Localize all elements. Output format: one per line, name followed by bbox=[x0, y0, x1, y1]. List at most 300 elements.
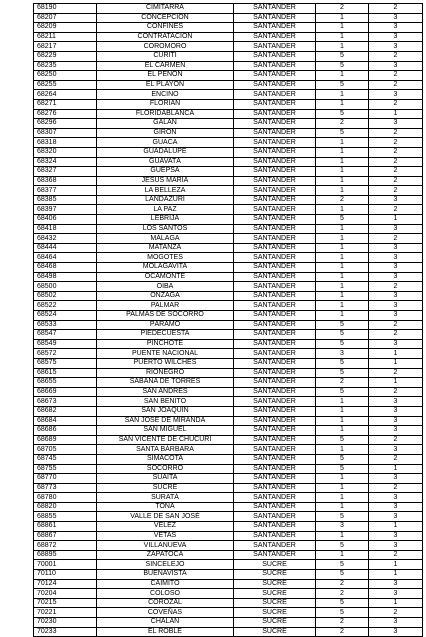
municipality-code-cell: 68498 bbox=[34, 272, 97, 282]
value-a-cell: 1 bbox=[316, 550, 369, 560]
department-cell: SANTANDER bbox=[234, 205, 316, 215]
value-b-cell: 2 bbox=[369, 186, 423, 196]
municipality-name-cell: OCAMONTE bbox=[97, 272, 234, 282]
municipality-name-cell: MATANZA bbox=[97, 243, 234, 253]
value-b-cell: 3 bbox=[369, 119, 423, 129]
municipality-code-cell: 68307 bbox=[34, 128, 97, 138]
value-b-cell: 1 bbox=[369, 598, 423, 608]
table-row bbox=[34, 32, 423, 42]
value-a-cell: 1 bbox=[316, 42, 369, 52]
value-a-cell: 1 bbox=[316, 90, 369, 100]
municipality-code-cell: 68296 bbox=[34, 119, 97, 129]
value-b-cell: 1 bbox=[369, 560, 423, 570]
table-row bbox=[34, 531, 423, 541]
municipality-name-cell: CONTRATACIÓN bbox=[97, 32, 234, 42]
municipality-name-cell: CAIMITO bbox=[97, 579, 234, 589]
value-b-cell: 3 bbox=[369, 13, 423, 23]
municipality-name-cell: SINCELEJO bbox=[97, 560, 234, 570]
value-b-cell: 3 bbox=[369, 272, 423, 282]
department-cell: SANTANDER bbox=[234, 32, 316, 42]
municipality-code-cell: 68684 bbox=[34, 416, 97, 426]
municipality-code-cell: 68682 bbox=[34, 406, 97, 416]
municipality-code-cell: 68377 bbox=[34, 186, 97, 196]
value-a-cell: 1 bbox=[316, 397, 369, 407]
municipality-code-cell: 68209 bbox=[34, 23, 97, 33]
municipality-code-cell: 68895 bbox=[34, 550, 97, 560]
municipality-name-cell: SAN VICENTE DE CHUCURÍ bbox=[97, 435, 234, 445]
value-b-cell: 2 bbox=[369, 387, 423, 397]
municipality-code-cell: 68250 bbox=[34, 71, 97, 81]
value-a-cell: 1 bbox=[316, 253, 369, 263]
value-b-cell: 3 bbox=[369, 627, 423, 637]
municipality-code-cell: 68872 bbox=[34, 541, 97, 551]
municipality-name-cell: SAN MIGUEL bbox=[97, 426, 234, 436]
municipality-name-cell: CONFINES bbox=[97, 23, 234, 33]
value-b-cell: 2 bbox=[369, 147, 423, 157]
table-row bbox=[34, 301, 423, 311]
table-row bbox=[34, 445, 423, 455]
table-row bbox=[34, 243, 423, 253]
municipality-name-cell: MÁLAGA bbox=[97, 234, 234, 244]
department-cell: SANTANDER bbox=[234, 4, 316, 14]
department-cell: SANTANDER bbox=[234, 320, 316, 330]
value-b-cell: 1 bbox=[369, 464, 423, 474]
value-a-cell: 1 bbox=[316, 147, 369, 157]
table-row bbox=[34, 426, 423, 436]
value-b-cell: 3 bbox=[369, 397, 423, 407]
municipality-code-cell: 68271 bbox=[34, 99, 97, 109]
department-cell: SUCRE bbox=[234, 570, 316, 580]
table-row bbox=[34, 627, 423, 637]
value-b-cell: 3 bbox=[369, 339, 423, 349]
department-cell: SANTANDER bbox=[234, 186, 316, 196]
municipality-code-cell: 70124 bbox=[34, 579, 97, 589]
municipality-code-cell: 68276 bbox=[34, 109, 97, 119]
table-row bbox=[34, 23, 423, 33]
municipality-code-cell: 68705 bbox=[34, 445, 97, 455]
value-a-cell: 1 bbox=[316, 416, 369, 426]
municipality-code-cell: 68533 bbox=[34, 320, 97, 330]
municipality-code-cell: 68820 bbox=[34, 502, 97, 512]
table-row bbox=[34, 368, 423, 378]
value-b-cell: 1 bbox=[369, 570, 423, 580]
municipality-name-cell: GUACA bbox=[97, 138, 234, 148]
table-row bbox=[34, 157, 423, 167]
value-a-cell: 5 bbox=[316, 608, 369, 618]
value-a-cell: 5 bbox=[316, 541, 369, 551]
table-row bbox=[34, 330, 423, 340]
department-cell: SANTANDER bbox=[234, 378, 316, 388]
department-cell: SANTANDER bbox=[234, 349, 316, 359]
department-cell: SANTANDER bbox=[234, 42, 316, 52]
value-b-cell: 3 bbox=[369, 618, 423, 628]
municipality-name-cell: SAN BENITO bbox=[97, 397, 234, 407]
table-row bbox=[34, 80, 423, 90]
municipality-code-cell: 68418 bbox=[34, 224, 97, 234]
table-row bbox=[34, 512, 423, 522]
value-a-cell: 1 bbox=[316, 483, 369, 493]
municipality-name-cell: BUENAVISTA bbox=[97, 570, 234, 580]
department-cell: SANTANDER bbox=[234, 301, 316, 311]
value-a-cell: 5 bbox=[316, 330, 369, 340]
municipality-code-cell: 70233 bbox=[34, 627, 97, 637]
municipality-name-cell: PIEDECUESTA bbox=[97, 330, 234, 340]
value-a-cell: 1 bbox=[316, 167, 369, 177]
department-cell: SUCRE bbox=[234, 589, 316, 599]
department-cell: SANTANDER bbox=[234, 138, 316, 148]
value-b-cell: 3 bbox=[369, 541, 423, 551]
department-cell: SANTANDER bbox=[234, 512, 316, 522]
municipality-code-cell: 68615 bbox=[34, 368, 97, 378]
value-a-cell: 1 bbox=[316, 234, 369, 244]
value-a-cell: 1 bbox=[316, 243, 369, 253]
table-row bbox=[34, 71, 423, 81]
value-a-cell: 1 bbox=[316, 176, 369, 186]
municipality-name-cell: LOS SANTOS bbox=[97, 224, 234, 234]
table-row bbox=[34, 282, 423, 292]
value-b-cell: 1 bbox=[369, 349, 423, 359]
municipality-name-cell: PÁRAMO bbox=[97, 320, 234, 330]
department-cell: SANTANDER bbox=[234, 215, 316, 225]
municipality-code-cell: 68229 bbox=[34, 51, 97, 61]
municipality-code-cell: 68655 bbox=[34, 378, 97, 388]
table-row bbox=[34, 90, 423, 100]
value-a-cell: 1 bbox=[316, 138, 369, 148]
municipality-code-cell: 68255 bbox=[34, 80, 97, 90]
department-cell: SANTANDER bbox=[234, 224, 316, 234]
table-row bbox=[34, 493, 423, 503]
value-b-cell: 3 bbox=[369, 301, 423, 311]
table-row bbox=[34, 589, 423, 599]
municipality-code-cell: 70230 bbox=[34, 618, 97, 628]
municipality-code-cell: 68318 bbox=[34, 138, 97, 148]
value-b-cell: 3 bbox=[369, 512, 423, 522]
municipality-code-cell: 68755 bbox=[34, 464, 97, 474]
municipality-name-cell: CONCEPCIÓN bbox=[97, 13, 234, 23]
value-a-cell: 5 bbox=[316, 215, 369, 225]
value-b-cell: 2 bbox=[369, 205, 423, 215]
department-cell: SANTANDER bbox=[234, 157, 316, 167]
department-cell: SANTANDER bbox=[234, 90, 316, 100]
table-row bbox=[34, 51, 423, 61]
value-a-cell: 1 bbox=[316, 406, 369, 416]
municipality-name-cell: SAN ANDRÉS bbox=[97, 387, 234, 397]
value-a-cell: 5 bbox=[316, 61, 369, 71]
value-a-cell: 5 bbox=[316, 464, 369, 474]
value-b-cell: 1 bbox=[369, 378, 423, 388]
municipality-code-cell: 68524 bbox=[34, 311, 97, 321]
department-cell: SANTANDER bbox=[234, 387, 316, 397]
municipality-code-cell: 68500 bbox=[34, 282, 97, 292]
department-cell: SANTANDER bbox=[234, 445, 316, 455]
department-cell: SANTANDER bbox=[234, 23, 316, 33]
value-a-cell: 2 bbox=[316, 627, 369, 637]
value-a-cell: 5 bbox=[316, 454, 369, 464]
municipality-code-cell: 68217 bbox=[34, 42, 97, 52]
department-cell: SANTANDER bbox=[234, 311, 316, 321]
department-cell: SANTANDER bbox=[234, 416, 316, 426]
table-row bbox=[34, 195, 423, 205]
value-b-cell: 3 bbox=[369, 406, 423, 416]
table-row bbox=[34, 109, 423, 119]
municipality-name-cell: GUAVATÁ bbox=[97, 157, 234, 167]
table-row bbox=[34, 550, 423, 560]
municipality-name-cell: ONZAGA bbox=[97, 291, 234, 301]
department-cell: SUCRE bbox=[234, 608, 316, 618]
value-a-cell: 5 bbox=[316, 435, 369, 445]
municipality-code-cell: 68468 bbox=[34, 263, 97, 273]
value-b-cell: 3 bbox=[369, 224, 423, 234]
value-a-cell: 5 bbox=[316, 387, 369, 397]
value-a-cell: 2 bbox=[316, 119, 369, 129]
value-b-cell: 3 bbox=[369, 291, 423, 301]
municipality-name-cell: OIBA bbox=[97, 282, 234, 292]
table-row bbox=[34, 522, 423, 532]
municipality-name-cell: SUAITA bbox=[97, 474, 234, 484]
department-cell: SANTANDER bbox=[234, 167, 316, 177]
department-cell: SANTANDER bbox=[234, 99, 316, 109]
department-cell: SANTANDER bbox=[234, 531, 316, 541]
value-a-cell: 2 bbox=[316, 589, 369, 599]
value-a-cell: 1 bbox=[316, 32, 369, 42]
department-cell: SUCRE bbox=[234, 618, 316, 628]
department-cell: SANTANDER bbox=[234, 253, 316, 263]
department-cell: SANTANDER bbox=[234, 13, 316, 23]
municipality-code-cell: 68689 bbox=[34, 435, 97, 445]
value-b-cell: 3 bbox=[369, 416, 423, 426]
value-a-cell: 5 bbox=[316, 368, 369, 378]
municipality-name-cell: FLORIDABLANCA bbox=[97, 109, 234, 119]
municipality-code-cell: 68572 bbox=[34, 349, 97, 359]
municipality-name-cell: SANTA BÁRBARA bbox=[97, 445, 234, 455]
value-b-cell: 3 bbox=[369, 531, 423, 541]
municipality-code-cell: 68464 bbox=[34, 253, 97, 263]
municipality-code-cell: 70204 bbox=[34, 589, 97, 599]
municipality-name-cell: PUERTO WILCHES bbox=[97, 358, 234, 368]
table-row bbox=[34, 416, 423, 426]
value-b-cell: 1 bbox=[369, 358, 423, 368]
table-row bbox=[34, 99, 423, 109]
municipality-name-cell: EL CARMEN bbox=[97, 61, 234, 71]
municipality-code-cell: 68444 bbox=[34, 243, 97, 253]
department-cell: SANTANDER bbox=[234, 176, 316, 186]
table-row bbox=[34, 378, 423, 388]
municipality-code-cell: 70110 bbox=[34, 570, 97, 580]
table-row bbox=[34, 406, 423, 416]
value-b-cell: 3 bbox=[369, 90, 423, 100]
municipality-code-cell: 68397 bbox=[34, 205, 97, 215]
municipality-code-cell: 68686 bbox=[34, 426, 97, 436]
municipality-code-cell: 68867 bbox=[34, 531, 97, 541]
value-b-cell: 2 bbox=[369, 128, 423, 138]
municipality-code-cell: 68502 bbox=[34, 291, 97, 301]
department-cell: SANTANDER bbox=[234, 550, 316, 560]
value-a-cell: 1 bbox=[316, 282, 369, 292]
value-a-cell: 1 bbox=[316, 71, 369, 81]
municipality-code-cell: 68264 bbox=[34, 90, 97, 100]
value-b-cell: 2 bbox=[369, 234, 423, 244]
department-cell: SANTANDER bbox=[234, 502, 316, 512]
department-cell: SANTANDER bbox=[234, 474, 316, 484]
department-cell: SANTANDER bbox=[234, 195, 316, 205]
municipality-table bbox=[33, 3, 423, 637]
table-row bbox=[34, 358, 423, 368]
table-row bbox=[34, 608, 423, 618]
department-cell: SANTANDER bbox=[234, 291, 316, 301]
municipality-name-cell: MOLAGAVITA bbox=[97, 263, 234, 273]
value-b-cell: 1 bbox=[369, 522, 423, 532]
municipality-name-cell: LA PAZ bbox=[97, 205, 234, 215]
table-row bbox=[34, 42, 423, 52]
value-b-cell: 2 bbox=[369, 282, 423, 292]
value-b-cell: 2 bbox=[369, 138, 423, 148]
value-b-cell: 2 bbox=[369, 71, 423, 81]
table-row bbox=[34, 483, 423, 493]
table-row bbox=[34, 205, 423, 215]
department-cell: SANTANDER bbox=[234, 493, 316, 503]
municipality-name-cell: PUENTE NACIONAL bbox=[97, 349, 234, 359]
value-a-cell: 5 bbox=[316, 598, 369, 608]
department-cell: SUCRE bbox=[234, 627, 316, 637]
municipality-code-cell: 70215 bbox=[34, 598, 97, 608]
municipality-code-cell: 68324 bbox=[34, 157, 97, 167]
value-a-cell: 1 bbox=[316, 23, 369, 33]
value-a-cell: 1 bbox=[316, 474, 369, 484]
table-row bbox=[34, 464, 423, 474]
value-a-cell: 1 bbox=[316, 291, 369, 301]
municipality-name-cell: CIMITARRA bbox=[97, 4, 234, 14]
value-a-cell: 1 bbox=[316, 445, 369, 455]
value-b-cell: 3 bbox=[369, 445, 423, 455]
value-b-cell: 3 bbox=[369, 474, 423, 484]
value-a-cell: 1 bbox=[316, 205, 369, 215]
department-cell: SANTANDER bbox=[234, 272, 316, 282]
municipality-name-cell: SABANA DE TORRES bbox=[97, 378, 234, 388]
table-row bbox=[34, 435, 423, 445]
municipality-name-cell: TONA bbox=[97, 502, 234, 512]
municipality-name-cell: COROMORO bbox=[97, 42, 234, 52]
department-cell: SANTANDER bbox=[234, 406, 316, 416]
table-row bbox=[34, 397, 423, 407]
department-cell: SANTANDER bbox=[234, 109, 316, 119]
value-a-cell: 1 bbox=[316, 13, 369, 23]
municipality-code-cell: 68773 bbox=[34, 483, 97, 493]
municipality-code-cell: 68327 bbox=[34, 167, 97, 177]
table-row bbox=[34, 13, 423, 23]
table-row bbox=[34, 167, 423, 177]
department-cell: SUCRE bbox=[234, 579, 316, 589]
value-b-cell: 2 bbox=[369, 483, 423, 493]
value-a-cell: 1 bbox=[316, 263, 369, 273]
municipality-code-cell: 68673 bbox=[34, 397, 97, 407]
value-a-cell: 5 bbox=[316, 80, 369, 90]
municipality-code-cell: 68207 bbox=[34, 13, 97, 23]
value-b-cell: 3 bbox=[369, 243, 423, 253]
municipality-name-cell: COLOSO bbox=[97, 589, 234, 599]
value-a-cell: 1 bbox=[316, 224, 369, 234]
municipality-name-cell: MOGOTES bbox=[97, 253, 234, 263]
municipality-code-cell: 68780 bbox=[34, 493, 97, 503]
department-cell: SANTANDER bbox=[234, 282, 316, 292]
municipality-code-cell: 68432 bbox=[34, 234, 97, 244]
value-a-cell: 1 bbox=[316, 186, 369, 196]
table-row bbox=[34, 560, 423, 570]
department-cell: SANTANDER bbox=[234, 263, 316, 273]
table-row bbox=[34, 474, 423, 484]
table-row bbox=[34, 311, 423, 321]
value-a-cell: 2 bbox=[316, 378, 369, 388]
municipality-code-cell: 70001 bbox=[34, 560, 97, 570]
table-row bbox=[34, 234, 423, 244]
department-cell: SANTANDER bbox=[234, 119, 316, 129]
value-a-cell: 2 bbox=[316, 579, 369, 589]
municipality-code-cell: 68522 bbox=[34, 301, 97, 311]
value-b-cell: 3 bbox=[369, 253, 423, 263]
value-a-cell: 2 bbox=[316, 195, 369, 205]
municipality-name-cell: VÉLEZ bbox=[97, 522, 234, 532]
table-row bbox=[34, 263, 423, 273]
value-b-cell: 3 bbox=[369, 32, 423, 42]
municipality-name-cell: EL ROBLE bbox=[97, 627, 234, 637]
municipality-code-cell: 68861 bbox=[34, 522, 97, 532]
municipality-code-cell: 68669 bbox=[34, 387, 97, 397]
table-row bbox=[34, 119, 423, 129]
table-row bbox=[34, 320, 423, 330]
value-a-cell: 1 bbox=[316, 99, 369, 109]
table-row bbox=[34, 349, 423, 359]
municipality-name-cell: LA BELLEZA bbox=[97, 186, 234, 196]
department-cell: SANTANDER bbox=[234, 234, 316, 244]
municipality-name-cell: CURITÍ bbox=[97, 51, 234, 61]
value-b-cell: 1 bbox=[369, 215, 423, 225]
municipality-name-cell: RIONEGRO bbox=[97, 368, 234, 378]
table-row bbox=[34, 147, 423, 157]
department-cell: SANTANDER bbox=[234, 339, 316, 349]
table-row bbox=[34, 339, 423, 349]
value-b-cell: 2 bbox=[369, 176, 423, 186]
value-a-cell: 5 bbox=[316, 339, 369, 349]
municipality-code-cell: 68745 bbox=[34, 454, 97, 464]
municipality-name-cell: SIMACOTA bbox=[97, 454, 234, 464]
value-b-cell: 3 bbox=[369, 311, 423, 321]
value-a-cell: 5 bbox=[316, 51, 369, 61]
municipality-name-cell: SURATÁ bbox=[97, 493, 234, 503]
municipality-name-cell: EL PEÑÓN bbox=[97, 71, 234, 81]
department-cell: SANTANDER bbox=[234, 51, 316, 61]
table-row bbox=[34, 253, 423, 263]
table-row bbox=[34, 618, 423, 628]
value-a-cell: 1 bbox=[316, 502, 369, 512]
department-cell: SANTANDER bbox=[234, 243, 316, 253]
department-cell: SANTANDER bbox=[234, 454, 316, 464]
municipality-name-cell: JESÚS MARÍA bbox=[97, 176, 234, 186]
municipality-code-cell: 68549 bbox=[34, 339, 97, 349]
department-cell: SANTANDER bbox=[234, 464, 316, 474]
value-b-cell: 2 bbox=[369, 608, 423, 618]
table-row bbox=[34, 541, 423, 551]
municipality-name-cell: SOCORRO bbox=[97, 464, 234, 474]
municipality-code-cell: 68575 bbox=[34, 358, 97, 368]
table-row bbox=[34, 128, 423, 138]
value-b-cell: 2 bbox=[369, 167, 423, 177]
table-row bbox=[34, 224, 423, 234]
municipality-code-cell: 68320 bbox=[34, 147, 97, 157]
department-cell: SANTANDER bbox=[234, 147, 316, 157]
municipality-name-cell: COVEÑAS bbox=[97, 608, 234, 618]
value-b-cell: 2 bbox=[369, 99, 423, 109]
value-b-cell: 2 bbox=[369, 435, 423, 445]
table-row bbox=[34, 454, 423, 464]
